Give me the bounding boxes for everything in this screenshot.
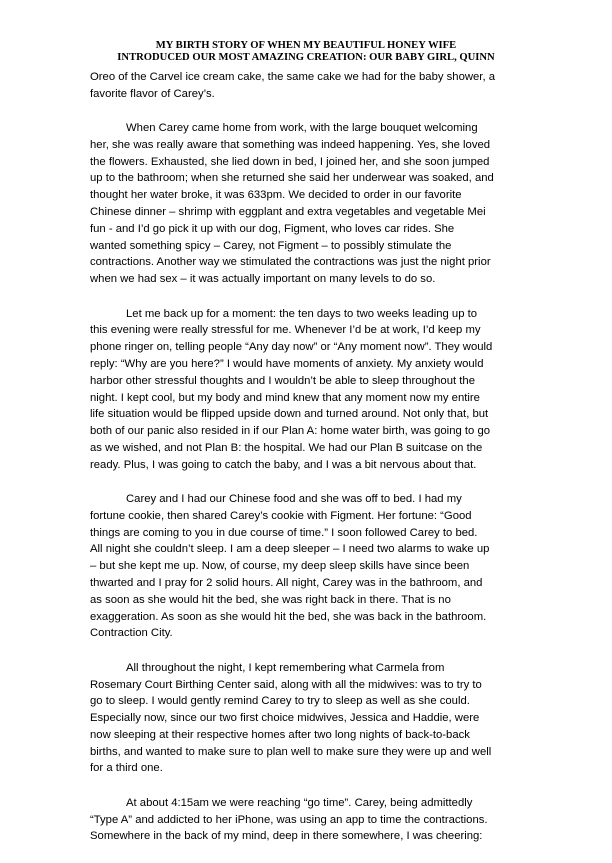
paragraph-line: thwarted and I pray for 2 solid hours. All night, Carey was in the bathroom, and (90, 577, 483, 590)
paragraph-line: this evening were really stressful for me. Whenever I’d be at work, I’d keep my (90, 324, 481, 337)
paragraph-line: life situation would be flipped upside down and turned around. Not only that, but (90, 408, 489, 421)
paragraph-line: All throughout the night, I kept remembering what Carmela from (126, 661, 445, 674)
paragraph-line: All night she couldn’t sleep. I am a deep sleeper – I need two alarms to wake up (90, 543, 490, 556)
paragraph-line: Contraction City. (90, 627, 173, 640)
paragraph-line: When Carey came home from work, with the large bouquet welcoming (126, 122, 478, 135)
paragraph-line: Somewhere in the back of my mind, deep in there somewhere, I was cheering: (90, 830, 483, 843)
paragraph (90, 120, 530, 288)
paragraph-line: fun - and I’d go pick it up with our dog, Figment, who loves car rides. She (90, 222, 455, 235)
paragraph-line: wanted something spicy – Carey, not Figment – to possibly stimulate the (90, 239, 452, 252)
paragraph-line: night. I kept cool, but my body and mind knew that any moment now my entire (90, 391, 480, 404)
paragraph-line: reply: “Why are you here?” I would have moments of anxiety. My anxiety would (90, 357, 484, 370)
paragraph-line: for a third one. (90, 762, 163, 775)
paragraph (90, 491, 530, 642)
paragraph-line: ready. Plus, I was going to catch the baby, and I was a bit nervous about that. (90, 458, 477, 471)
document-body (90, 69, 530, 863)
paragraph-line: harbor other stressful thoughts and I wouldn’t be able to sleep throughout the (90, 374, 475, 387)
paragraph-line: – but she kept me up. Now, of course, my deep sleep skills have since been (90, 560, 470, 573)
title-line-2: INTRODUCED OUR MOST AMAZING CREATION: OUR BABY GIRL, QUINN (117, 52, 495, 63)
paragraph-line: the flowers. Exhausted, she lied down in bed, I joined her, and she soon jumped (90, 155, 490, 168)
paragraph-line: favorite flavor of Carey’s. (90, 87, 215, 100)
paragraph (90, 795, 530, 845)
paragraph-line: contractions. Another way we stimulated the contractions was just the night prior (90, 256, 491, 269)
paragraph-line: Especially now, since our two first choice midwives, Jessica and Haddie, were (90, 712, 480, 725)
paragraph-line: Carey and I had our Chinese food and she was off to bed. I had my (126, 493, 462, 506)
paragraph (90, 306, 530, 474)
paragraph-line: At about 4:15am we were reaching “go time”. Carey, being admittedly (126, 796, 473, 809)
paragraph-line: Oreo of the Carvel ice cream cake, the same cake we had for the baby shower, a (90, 71, 496, 83)
paragraph-line: things are coming to you in due course of time.” I soon followed Carey to bed. (90, 526, 478, 539)
paragraph (90, 660, 530, 778)
paragraph-line: Chinese dinner – shrimp with eggplant and extra vegetables and vegetable Mei (90, 206, 486, 219)
paragraph-line: fortune cookie, then shared Carey’s cookie with Figment. Her fortune: “Good (90, 509, 472, 522)
paragraph-line: thought her water broke, it was 633pm. We decided to order in our favorite (90, 189, 462, 202)
paragraph-line: both of our panic also resided in if our Plan A: home water birth, was going to go (90, 425, 491, 438)
paragraph-line: when we had sex – it was actually important on many levels to do so. (90, 273, 436, 286)
paragraph-line: births, and wanted to make sure to plan well to make sure they were up and well (90, 745, 492, 758)
paragraph-line: as we wished, and not Plan B: the hospital. We had our Plan B suitcase on the (90, 441, 483, 454)
paragraph-line: her, she was really aware that something was indeed happening. Yes, she loved (90, 138, 491, 151)
paragraph-line: now sleeping at their respective homes after two long nights of back-to-back (90, 728, 470, 741)
paragraph-line: phone ringer on, telling people “Any day now” or “Any moment now”. They would (90, 341, 493, 354)
title-line-1: MY BIRTH STORY OF WHEN MY BEAUTIFUL HONEY WIFE (155, 40, 457, 51)
paragraph-line: up to the bathroom; when she returned she said her underwear was soaked, and (90, 172, 494, 185)
paragraph-line: Let me back up for a moment: the ten days to two weeks leading up to (126, 307, 478, 320)
paragraph-line: exaggeration. As soon as she would hit the bed, she was back in the bathroom. (90, 610, 487, 623)
paragraph-line: go to sleep. I would gently remind Carey to try to sleep as well as she could. (90, 695, 470, 708)
paragraph-line: as soon as she would hit the bed, she was right back in there. That is no (90, 593, 451, 606)
paragraph-line: “Type A” and addicted to her iPhone, was using an app to time the contractions. (90, 813, 488, 826)
paragraph-line: Rosemary Court Birthing Center said, along with all the midwives: was to try to (90, 678, 482, 691)
document-title (72, 40, 540, 64)
paragraph (90, 69, 530, 103)
